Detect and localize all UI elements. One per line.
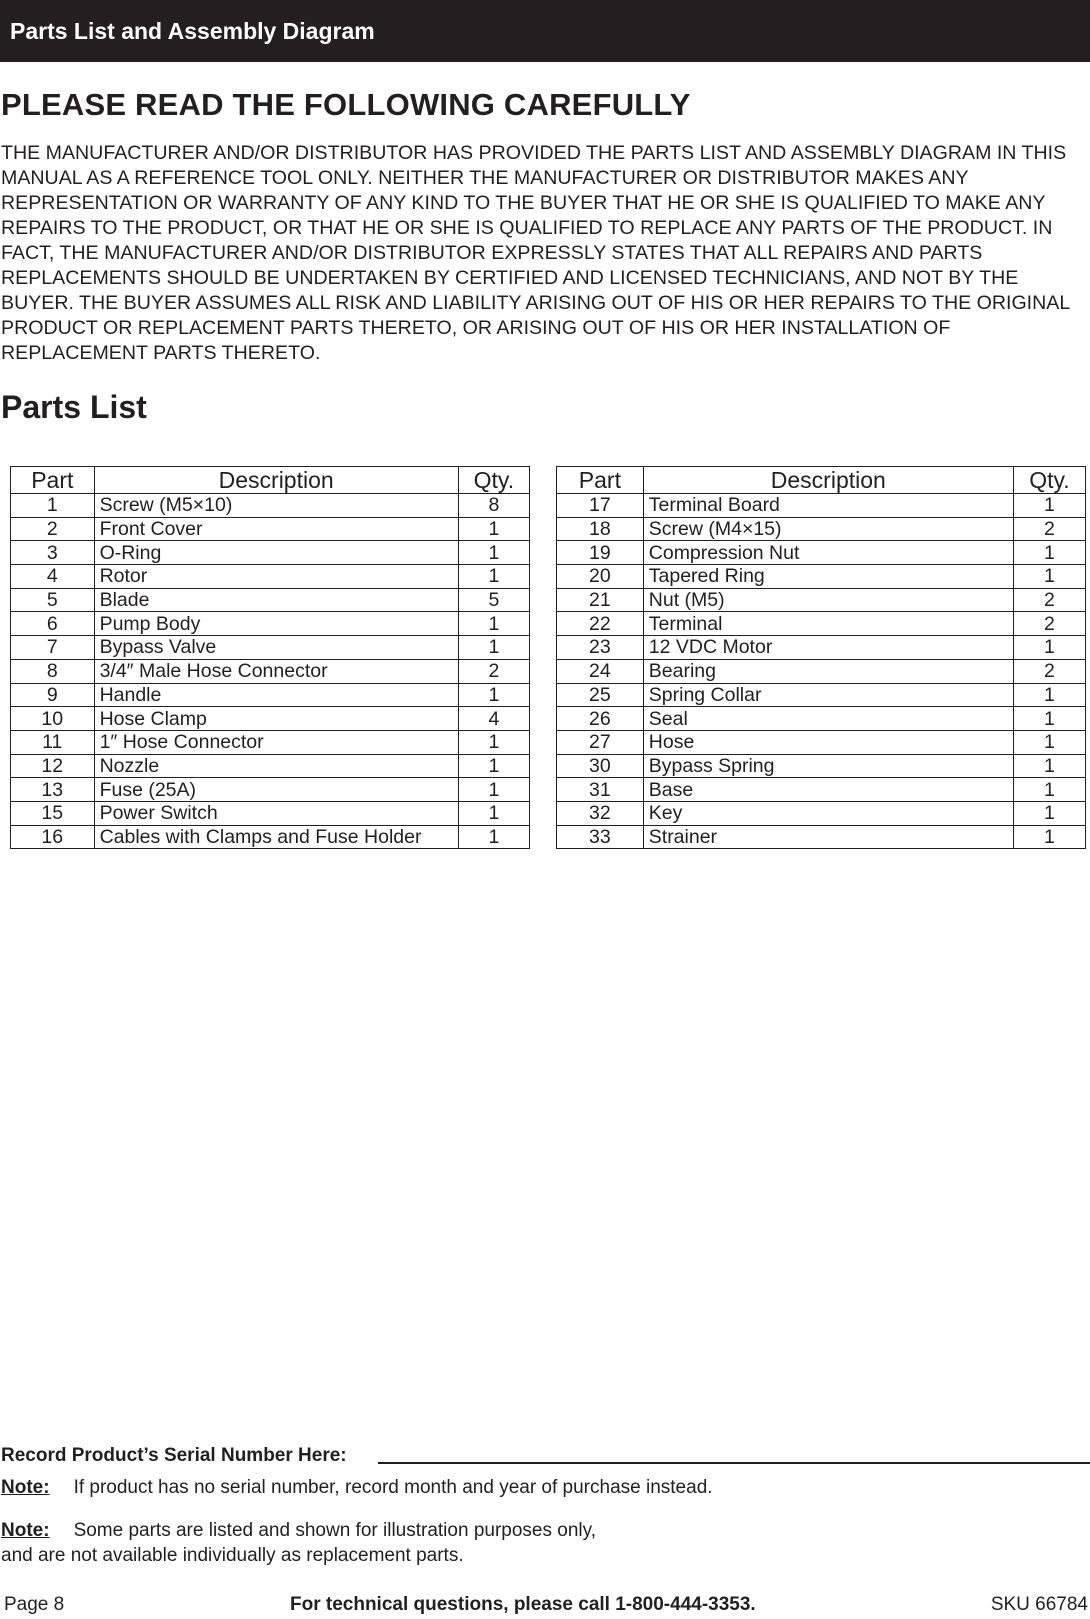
serial-number-line [378,1462,1090,1464]
part-number-cell: 17 [557,494,644,518]
table-row [11,825,530,849]
quantity-cell: 1 [1013,778,1085,802]
column-header-part: Part [557,467,644,494]
quantity-cell: 2 [1013,517,1085,541]
part-number-cell: 22 [557,612,644,636]
note-text: Some parts are listed and shown for illustration purposes only, [73,1520,596,1541]
table-header-row [11,467,530,494]
part-number-cell: 21 [557,588,644,612]
description-cell: Base [643,778,1013,802]
part-number-cell: 33 [557,825,644,849]
table-row [557,636,1086,660]
description-cell: 1″ Hose Connector [94,730,458,754]
quantity-cell: 1 [458,565,529,589]
table-row [11,494,530,518]
header-bar [0,0,1090,62]
column-header-part: Part [11,467,95,494]
quantity-cell: 1 [1013,565,1085,589]
description-cell: 3/4″ Male Hose Connector [94,659,458,683]
page-number: Page 8 [4,1594,65,1615]
table-row [557,517,1086,541]
parts-table-left [10,466,530,849]
quantity-cell: 1 [1013,683,1085,707]
quantity-cell: 1 [1013,825,1085,849]
description-cell: Bypass Spring [643,754,1013,778]
column-header-qty: Qty. [1013,467,1085,494]
quantity-cell: 2 [458,659,529,683]
description-cell: Compression Nut [643,541,1013,565]
table-row [11,801,530,825]
table-row [11,707,530,731]
quantity-cell: 2 [1013,612,1085,636]
table-row [557,801,1086,825]
description-cell: Tapered Ring [643,565,1013,589]
description-cell: O-Ring [94,541,458,565]
part-number-cell: 6 [11,612,95,636]
quantity-cell: 1 [458,517,529,541]
quantity-cell: 1 [1013,636,1085,660]
part-number-cell: 30 [557,754,644,778]
table-row [11,730,530,754]
part-number-cell: 9 [11,683,95,707]
description-cell: Nozzle [94,754,458,778]
table-row [557,494,1086,518]
note-label: Note: [1,1520,50,1541]
note-illustration [1,1518,596,1568]
table-row [11,517,530,541]
sku-label: SKU 66784 [990,1594,1088,1615]
table-row [11,565,530,589]
note-label: Note: [1,1477,50,1498]
part-number-cell: 32 [557,801,644,825]
part-number-cell: 25 [557,683,644,707]
table-row [11,683,530,707]
table-row [11,754,530,778]
table-row [557,565,1086,589]
description-cell: Screw (M5×10) [94,494,458,518]
quantity-cell: 1 [1013,494,1085,518]
table-row [11,541,530,565]
part-number-cell: 20 [557,565,644,589]
description-cell: Key [643,801,1013,825]
description-cell: Power Switch [94,801,458,825]
table-row [557,707,1086,731]
part-number-cell: 12 [11,754,95,778]
description-cell: Hose [643,730,1013,754]
description-cell: Bearing [643,659,1013,683]
quantity-cell: 1 [458,541,529,565]
part-number-cell: 13 [11,778,95,802]
part-number-cell: 5 [11,588,95,612]
quantity-cell: 1 [458,801,529,825]
table-row [557,825,1086,849]
parts-list-heading: Parts List [1,389,147,425]
table-row [11,778,530,802]
note-text-continuation: and are not available individually as replacement parts. [1,1545,464,1566]
part-number-cell: 8 [11,659,95,683]
quantity-cell: 8 [458,494,529,518]
quantity-cell: 1 [1013,730,1085,754]
description-cell: 12 VDC Motor [643,636,1013,660]
table-header-row [557,467,1086,494]
part-number-cell: 24 [557,659,644,683]
part-number-cell: 15 [11,801,95,825]
quantity-cell: 1 [1013,754,1085,778]
warning-heading: PLEASE READ THE FOLLOWING CAREFULLY [1,87,691,122]
table-row [557,778,1086,802]
quantity-cell: 1 [458,825,529,849]
part-number-cell: 31 [557,778,644,802]
description-cell: Fuse (25A) [94,778,458,802]
table-row [557,683,1086,707]
quantity-cell: 2 [1013,588,1085,612]
table-row [557,730,1086,754]
part-number-cell: 11 [11,730,95,754]
table-row [557,541,1086,565]
quantity-cell: 4 [458,707,529,731]
description-cell: Blade [94,588,458,612]
quantity-cell: 1 [458,683,529,707]
column-header-description: Description [94,467,458,494]
column-header-description: Description [643,467,1013,494]
description-cell: Bypass Valve [94,636,458,660]
quantity-cell: 1 [458,612,529,636]
quantity-cell: 1 [458,730,529,754]
column-header-qty: Qty. [458,467,529,494]
description-cell: Seal [643,707,1013,731]
quantity-cell: 1 [458,754,529,778]
table-row [557,612,1086,636]
part-number-cell: 3 [11,541,95,565]
table-row [11,588,530,612]
part-number-cell: 19 [557,541,644,565]
description-cell: Terminal [643,612,1013,636]
quantity-cell: 1 [1013,707,1085,731]
description-cell: Strainer [643,825,1013,849]
description-cell: Spring Collar [643,683,1013,707]
part-number-cell: 7 [11,636,95,660]
part-number-cell: 18 [557,517,644,541]
note-text: If product has no serial number, record month and year of purchase instead. [73,1477,713,1498]
description-cell: Terminal Board [643,494,1013,518]
quantity-cell: 1 [458,636,529,660]
part-number-cell: 26 [557,707,644,731]
part-number-cell: 2 [11,517,95,541]
description-cell: Screw (M4×15) [643,517,1013,541]
quantity-cell: 2 [1013,659,1085,683]
description-cell: Hose Clamp [94,707,458,731]
tech-support-text: For technical questions, please call 1-800-444-3353. [290,1594,756,1615]
quantity-cell: 1 [1013,541,1085,565]
quantity-cell: 5 [458,588,529,612]
part-number-cell: 10 [11,707,95,731]
description-cell: Pump Body [94,612,458,636]
description-cell: Front Cover [94,517,458,541]
serial-number-label: Record Product’s Serial Number Here: [1,1445,347,1466]
description-cell: Cables with Clamps and Fuse Holder [94,825,458,849]
table-row [11,636,530,660]
table-row [11,659,530,683]
table-row [11,612,530,636]
section-title: Parts List and Assembly Diagram [10,18,375,44]
table-row [557,659,1086,683]
disclaimer-text: THE MANUFACTURER AND/OR DISTRIBUTOR HAS PROVIDED THE PARTS LIST AND ASSEMBLY DIAGRAM IN THIS MANUAL AS A REFERENCE TOOL ONLY. NEITHER THE MANUFACTURER OR DISTRIBUTOR MAKES ANY REPRESENTATION OR WARRANTY OF ANY KIND TO THE BUYER THAT HE OR SHE IS QUALIFIED TO MAKE ANY REPAIRS TO THE PRODUCT, OR THAT HE OR SHE IS QUALIFIED TO REPLACE ANY PARTS OF THE PRODUCT. IN FACT, THE MANUFACTURER AND/OR DISTRIBUTOR EXPRESSLY STATES THAT ALL REPAIRS AND PARTS REPLACEMENTS SHOULD BE UNDERTAKEN BY CERTIFIED AND LICENSED TECHNICIANS, AND NOT BY THE BUYER. THE BUYER ASSUMES ALL RISK AND LIABILITY ARISING OUT OF HIS OR HER REPAIRS TO THE ORIGINAL PRODUCT OR REPLACEMENT PARTS THERETO, OR ARISING OUT OF HIS OR HER INSTALLATION OF REPLACEMENT PARTS THERETO. [1,142,1070,364]
part-number-cell: 1 [11,494,95,518]
part-number-cell: 27 [557,730,644,754]
description-cell: Rotor [94,565,458,589]
description-cell: Nut (M5) [643,588,1013,612]
parts-table-right [556,466,1086,849]
note-serial [1,1475,713,1500]
quantity-cell: 1 [1013,801,1085,825]
part-number-cell: 4 [11,565,95,589]
table-row [557,754,1086,778]
table-row [557,588,1086,612]
description-cell: Handle [94,683,458,707]
part-number-cell: 23 [557,636,644,660]
part-number-cell: 16 [11,825,95,849]
quantity-cell: 1 [458,778,529,802]
